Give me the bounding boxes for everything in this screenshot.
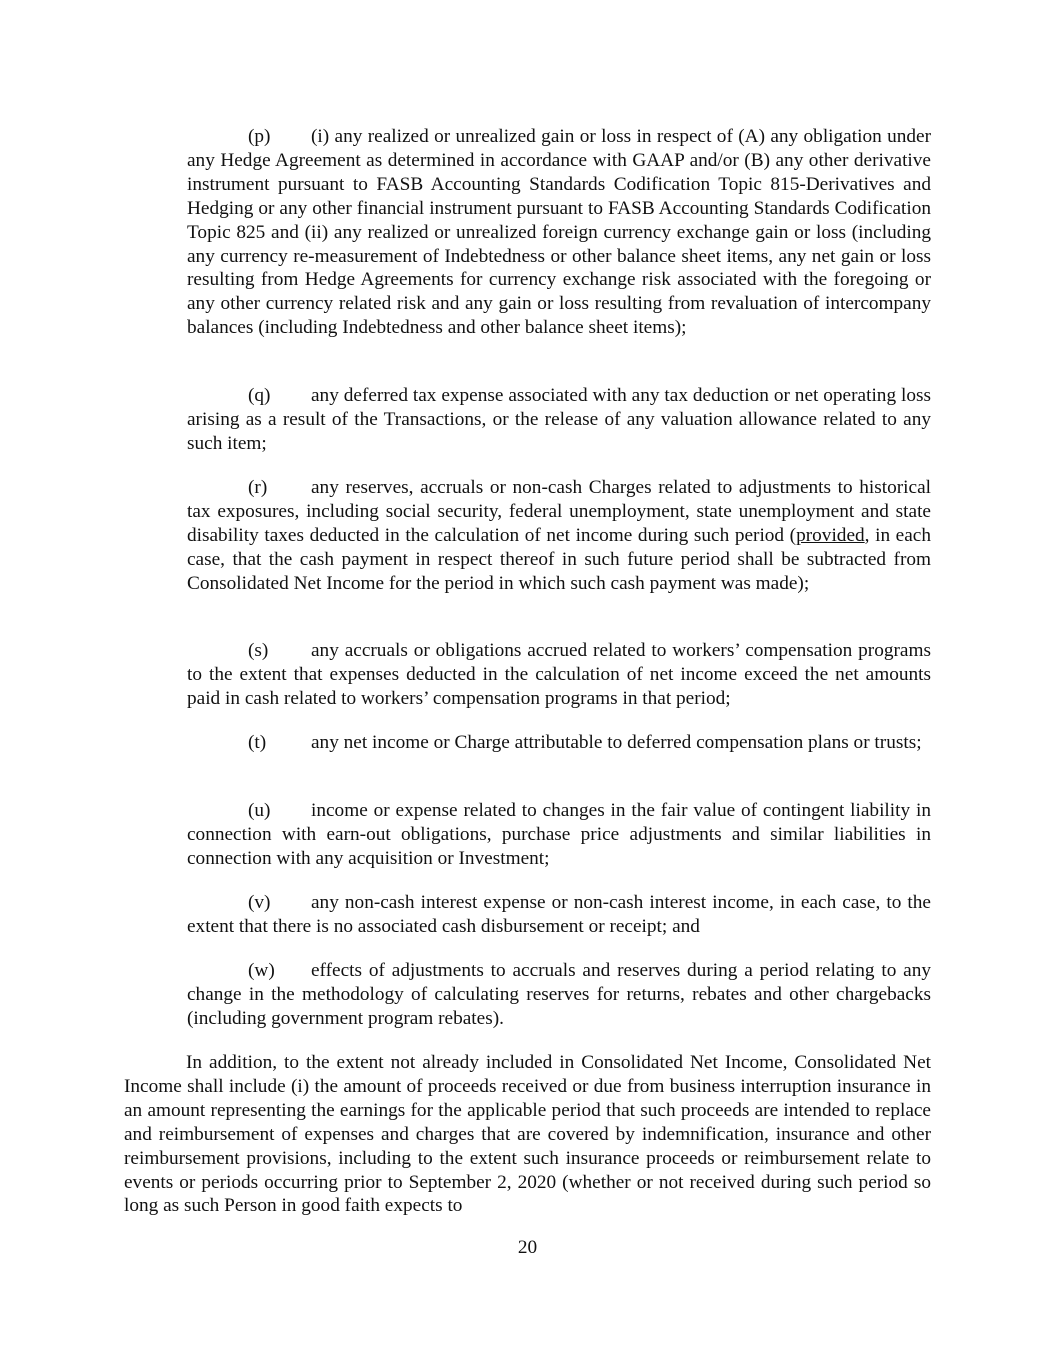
clause-text: any deferred tax expense associated with any tax deduction or net operating loss arising as a result of the Transactions, or the release of any valuation allowance related to any such item; [187,385,931,454]
clause-q [187,384,931,456]
clause-text: any non-cash interest expense or non-cash interest income, in each case, to the extent that there is no associated cash disbursement or receipt; and [187,892,931,937]
clause-label: (r) [248,477,268,498]
page-number: 20 [517,1237,538,1258]
clause-text: (i) any realized or unrealized gain or loss in respect of (A) any obligation under any Hedge Agreement as determined in accordance with GAAP and/or (B) any other derivative instrument pursuant to FASB Accounting Standards Codification Topic 815-Derivatives and Hedging or any other financial instrument pursuant to FASB Accounting Standards Codification Topic 825 and (ii) any realized or unrealized foreign currency exchange gain or loss (including any currency re-measurement of Indebtedness or other balance sheet items, any net gain or loss resulting from Hedge Agreements for currency exchange risk associated with the foregoing or any other currency related risk and any gain or loss resulting from revaluation of intercompany balances (including Indebtedness and other balance sheet items); [187,126,931,339]
clause-t [187,731,931,755]
clause-r [187,476,931,596]
clause-text: any reserves, accruals or non-cash Charges related to adjustments to historical tax exposures, including social security, federal unemployment, state unemployment and state disability taxes deducted in the calculation of net income during such period ( [187,477,931,546]
clause-u [187,799,931,871]
clause-text-continued: , in each case, that the cash payment in respect thereof in such future period shall be subtracted from Consolidated Net Income for the period in which such cash payment was made); [187,524,931,594]
clause-label: (v) [248,892,271,913]
clause-w [187,959,931,1031]
clause-label: (p) [248,126,271,147]
clause-p [187,125,931,340]
clause-label: (u) [248,800,271,821]
clause-v [187,891,931,939]
clause-label: (s) [248,640,269,661]
closing-paragraph: In addition, to the extent not already included in Consolidated Net Income, Consolidated Net Income shall include (i) the amount of proceeds received or due from business interruption insurance in an amount representing the earnings for the applicable period that such proceeds are intended to replace and reimbursement of expenses and charges that are covered by indemnification, insurance and other reimbursement provisions, including to the extent such insurance proceeds or reimbursement relate to events or periods occurring prior to September 2, 2020 (whether or not received during such period so long as such Person in good faith expects to [124,1052,931,1217]
provided-underlined-term: provided [796,524,865,546]
clause-label: (t) [248,732,267,753]
clause-text: effects of adjustments to accruals and reserves during a period relating to any change in the methodology of calculating reserves for returns, rebates and other chargebacks (including government program rebates). [187,960,931,1029]
clause-text: any net income or Charge attributable to deferred compensation plans or trusts; [311,732,922,753]
clause-text: any accruals or obligations accrued related to workers’ compensation programs to the extent that expenses deducted in the calculation of net income exceed the net amounts paid in cash related to workers’ compensation programs in that period; [187,640,931,709]
clause-text: income or expense related to changes in the fair value of contingent liability in connection with earn-out obligations, purchase price adjustments and similar liabilities in connection with any acquisition or Investment; [187,800,931,869]
clause-label: (w) [248,960,275,981]
clause-s [187,639,931,711]
clause-label: (q) [248,385,271,406]
